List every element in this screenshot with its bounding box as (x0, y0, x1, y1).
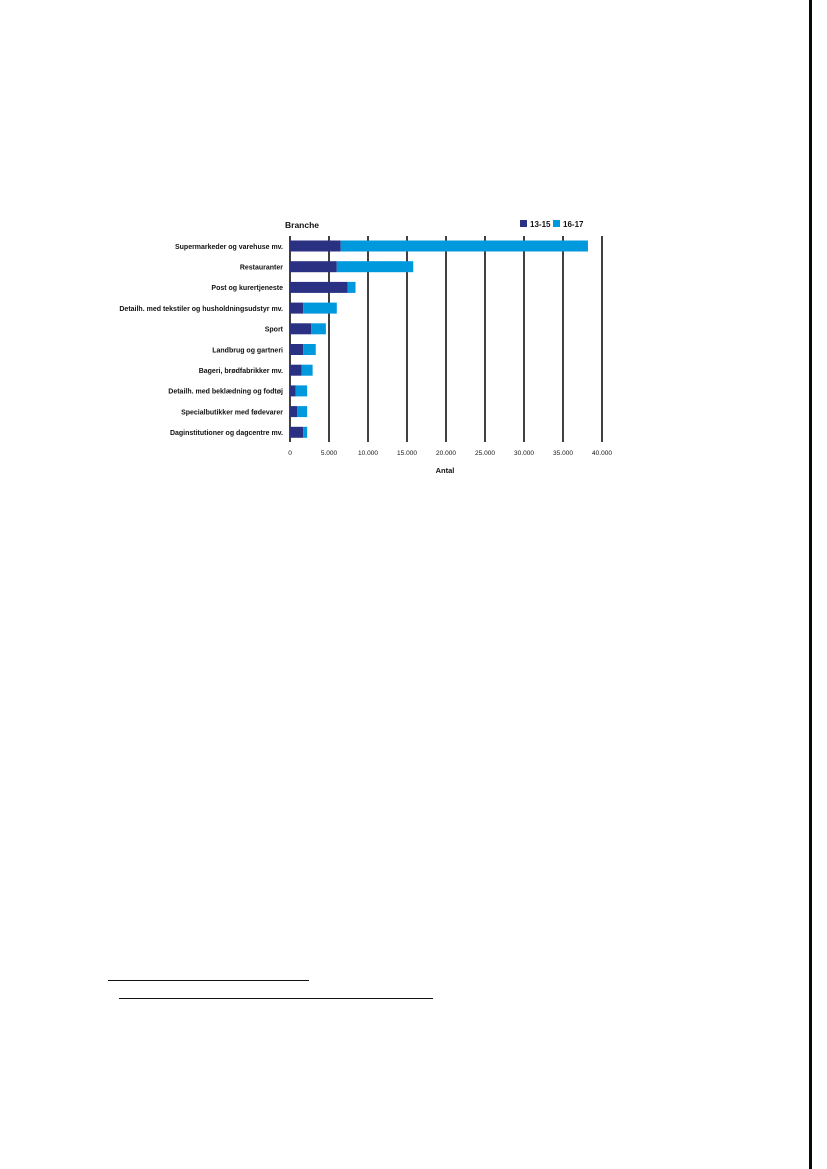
category-label: Supermarkeder og varehuse mv. (174, 243, 283, 251)
bar-16-17-4 (311, 323, 326, 334)
category-label: Detailh. med tekstiler og husholdningsudstyr mv. (119, 305, 283, 313)
x-tick-label: 20.000 (436, 450, 456, 457)
bar-16-17-7 (295, 385, 307, 396)
legend-label-16-17: 16-17 (563, 220, 584, 229)
legend (520, 220, 584, 229)
category-label: Restauranter (239, 264, 283, 272)
category-label: Landbrug og gartneri (212, 347, 283, 355)
stacked-bar-chart (0, 0, 827, 500)
bar-16-17-1 (337, 261, 413, 272)
category-label: Post og kurertjeneste (211, 285, 283, 293)
category-label: Bageri, brødfabrikker mv. (198, 368, 283, 375)
x-tick-label: 5.000 (320, 450, 338, 457)
bar-13-15-8 (290, 406, 297, 417)
bar-13-15-5 (290, 344, 303, 355)
category-label: Daginstitutioner og dagcentre mv. (169, 430, 283, 438)
x-tick-label: 40.000 (592, 450, 612, 457)
bar-16-17-9 (303, 427, 307, 438)
bar-13-15-1 (290, 261, 337, 272)
legend-swatch-16-17 (553, 220, 560, 227)
x-tick-label: 30.000 (514, 450, 534, 457)
category-label: Specialbutikker med fødevarer (181, 409, 283, 417)
x-tick-label: 25.000 (475, 450, 495, 457)
x-axis-title: Antal (435, 466, 455, 475)
category-label: Detailh. med beklædning og fodtøj (168, 388, 283, 396)
bar-13-15-7 (290, 385, 295, 396)
bar-13-15-0 (290, 241, 341, 252)
legend-label-13-15: 13-15 (530, 220, 551, 229)
footnote-separator (108, 980, 309, 981)
x-tick-labels (288, 450, 612, 457)
y-axis-title: Branche (285, 220, 320, 230)
bar-16-17-2 (348, 282, 356, 293)
x-tick-label: 0 (288, 450, 292, 457)
bar-16-17-8 (297, 406, 307, 417)
bar-13-15-2 (290, 282, 348, 293)
legend-swatch-13-15 (520, 220, 527, 227)
x-tick-label: 35.000 (553, 450, 573, 457)
bar-16-17-6 (302, 365, 313, 376)
bar-16-17-0 (341, 241, 588, 252)
category-labels (119, 244, 283, 437)
x-tick-label: 10.000 (358, 450, 378, 457)
x-tick-label: 15.000 (397, 450, 417, 457)
bar-16-17-3 (303, 303, 337, 314)
bar-13-15-3 (290, 303, 303, 314)
bar-13-15-4 (290, 323, 311, 334)
footnote-underline (119, 998, 433, 999)
bar-16-17-5 (303, 344, 315, 355)
category-label: Sport (264, 326, 283, 334)
bar-13-15-9 (290, 427, 303, 438)
bars (290, 241, 588, 438)
bar-13-15-6 (290, 365, 302, 376)
